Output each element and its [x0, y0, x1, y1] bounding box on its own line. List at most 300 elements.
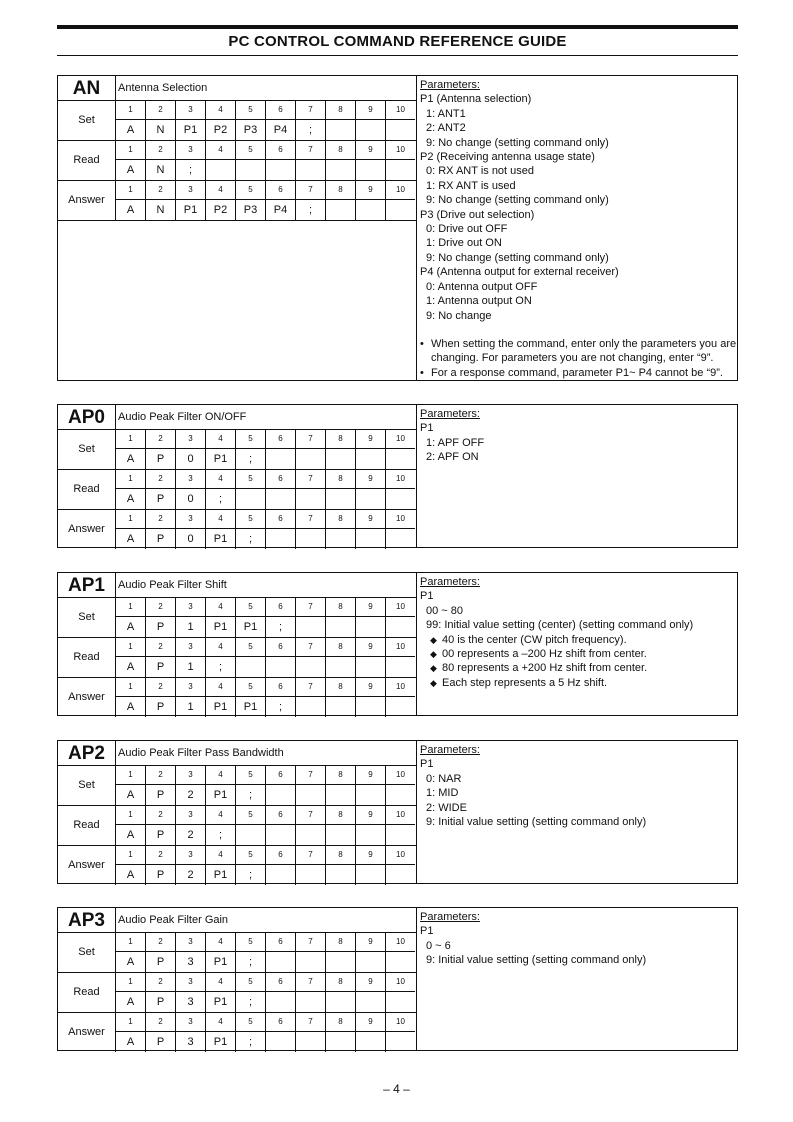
bullet-icon: • — [420, 366, 424, 379]
column-number: 10 — [386, 766, 415, 785]
column-number: 5 — [236, 141, 266, 160]
command-char-cell — [266, 825, 296, 845]
command-char-cell — [386, 865, 415, 885]
command-char-cell — [206, 160, 236, 180]
parameters-heading: Parameters: — [420, 79, 480, 91]
command-block-ap1 — [57, 572, 738, 716]
column-number: 4 — [206, 598, 236, 617]
command-format-table — [58, 405, 416, 549]
command-format-table — [58, 908, 416, 1052]
command-char-cell: P1 — [176, 120, 206, 140]
column-number: 2 — [146, 766, 176, 785]
command-char-cell: 1 — [176, 617, 206, 637]
command-char-cell: ; — [206, 489, 236, 509]
command-char-cell — [356, 160, 386, 180]
column-number: 8 — [326, 973, 356, 992]
column-number: 8 — [326, 470, 356, 489]
column-number: 4 — [206, 181, 236, 200]
column-number: 3 — [176, 806, 206, 825]
command-char-cell — [386, 825, 415, 845]
command-char-cell — [296, 449, 326, 469]
command-name: Audio Peak Filter ON/OFF — [118, 411, 247, 423]
column-number: 3 — [176, 638, 206, 657]
column-number: 8 — [326, 101, 356, 120]
column-number: 10 — [386, 470, 415, 489]
column-number: 6 — [266, 598, 296, 617]
param-line: P1 (Antenna selection) — [420, 93, 532, 106]
command-char-cell: N — [146, 120, 176, 140]
param-line: P4 (Antenna output for external receiver) — [420, 266, 619, 279]
command-char-cell: P1 — [206, 697, 236, 717]
command-char-cell — [386, 449, 415, 469]
column-number: 7 — [296, 638, 326, 657]
command-char-cell — [326, 992, 356, 1012]
command-char-cell: 2 — [176, 785, 206, 805]
column-number: 5 — [236, 181, 266, 200]
column-number: 5 — [236, 430, 266, 449]
param-line: 1: MID — [426, 787, 459, 800]
column-number: 8 — [326, 806, 356, 825]
param-line: 1: ANT1 — [426, 107, 466, 120]
command-char-cell: P4 — [266, 120, 296, 140]
command-char-cell — [386, 1032, 415, 1052]
column-number: 6 — [266, 101, 296, 120]
column-number: 6 — [266, 678, 296, 697]
command-char-cell: P1 — [236, 617, 266, 637]
param-bullet: ◆ Each step represents a 5 Hz shift. — [430, 676, 608, 689]
column-number: 10 — [386, 430, 415, 449]
command-char-cell — [326, 617, 356, 637]
column-number: 10 — [386, 933, 415, 952]
command-char-cell: ; — [206, 825, 236, 845]
column-number: 8 — [326, 766, 356, 785]
command-char-cell: 0 — [176, 489, 206, 509]
row-label-read: Read — [58, 141, 116, 180]
row-label-set: Set — [58, 430, 116, 469]
column-number: 10 — [386, 598, 415, 617]
column-number: 7 — [296, 181, 326, 200]
command-char-cell — [236, 657, 266, 677]
command-char-cell: A — [116, 992, 146, 1012]
param-line: 1: RX ANT is used — [426, 179, 516, 192]
column-number: 4 — [206, 101, 236, 120]
column-number: 6 — [266, 470, 296, 489]
command-char-cell — [356, 617, 386, 637]
column-number: 8 — [326, 638, 356, 657]
param-line: 0: Antenna output OFF — [426, 280, 538, 293]
column-number: 8 — [326, 141, 356, 160]
column-number: 2 — [146, 678, 176, 697]
column-number: 5 — [236, 678, 266, 697]
row-label-set: Set — [58, 933, 116, 972]
command-char-cell — [326, 120, 356, 140]
command-char-cell — [266, 865, 296, 885]
command-char-cell: P — [146, 449, 176, 469]
param-line: 1: Drive out ON — [426, 237, 502, 250]
diamond-bullet-icon: ◆ — [430, 634, 437, 645]
command-char-cell: ; — [176, 160, 206, 180]
param-line: P2 (Receiving antenna usage state) — [420, 151, 595, 164]
command-char-cell: A — [116, 489, 146, 509]
command-char-cell — [266, 657, 296, 677]
column-number: 2 — [146, 1013, 176, 1032]
command-char-cell: A — [116, 1032, 146, 1052]
command-char-cell — [356, 785, 386, 805]
column-number: 7 — [296, 846, 326, 865]
column-number: 9 — [356, 846, 386, 865]
column-number: 3 — [176, 470, 206, 489]
command-char-cell: P1 — [206, 952, 236, 972]
command-char-cell: ; — [266, 617, 296, 637]
column-number: 8 — [326, 678, 356, 697]
parameters-panel — [416, 908, 740, 1050]
command-char-cell — [296, 529, 326, 549]
column-number: 10 — [386, 973, 415, 992]
column-number: 7 — [296, 678, 326, 697]
page-title: PC CONTROL COMMAND REFERENCE GUIDE — [228, 33, 567, 50]
param-line: P1 — [420, 758, 434, 771]
param-line: 0: RX ANT is not used — [426, 165, 535, 178]
command-code: AP1 — [58, 573, 116, 597]
param-bullet: ◆ 00 represents a –200 Hz shift from center. — [430, 648, 647, 661]
column-number: 2 — [146, 101, 176, 120]
column-number: 2 — [146, 470, 176, 489]
command-char-cell: A — [116, 825, 146, 845]
column-number: 7 — [296, 933, 326, 952]
command-char-cell: 1 — [176, 697, 206, 717]
command-char-cell — [356, 1032, 386, 1052]
command-char-cell: A — [116, 785, 146, 805]
command-char-cell — [236, 825, 266, 845]
column-number: 4 — [206, 973, 236, 992]
command-char-cell: P1 — [206, 529, 236, 549]
header-underline — [57, 55, 738, 56]
command-char-cell: A — [116, 865, 146, 885]
command-char-cell — [266, 529, 296, 549]
column-number: 6 — [266, 846, 296, 865]
column-number: 3 — [176, 1013, 206, 1032]
column-number: 9 — [356, 678, 386, 697]
param-line: 9: No change (setting command only) — [426, 194, 609, 207]
column-number: 6 — [266, 638, 296, 657]
command-code: AP3 — [58, 908, 116, 932]
column-number: 9 — [356, 638, 386, 657]
column-number: 1 — [116, 933, 146, 952]
command-char-cell — [296, 785, 326, 805]
column-number: 1 — [116, 101, 146, 120]
param-line: 1: APF OFF — [426, 436, 485, 449]
column-number: 6 — [266, 141, 296, 160]
command-code: AP2 — [58, 741, 116, 765]
column-number: 8 — [326, 510, 356, 529]
column-number: 6 — [266, 933, 296, 952]
command-char-cell — [296, 617, 326, 637]
column-number: 8 — [326, 598, 356, 617]
row-label-set: Set — [58, 101, 116, 140]
command-char-cell: ; — [236, 785, 266, 805]
column-number: 7 — [296, 430, 326, 449]
command-char-cell: P1 — [236, 697, 266, 717]
command-char-cell: 3 — [176, 992, 206, 1012]
param-line: P1 — [420, 422, 434, 435]
command-char-cell: P — [146, 617, 176, 637]
column-number: 10 — [386, 510, 415, 529]
command-char-cell — [296, 657, 326, 677]
command-char-cell — [386, 160, 415, 180]
column-number: 5 — [236, 933, 266, 952]
column-number: 6 — [266, 181, 296, 200]
param-line: 0: NAR — [426, 772, 462, 785]
column-number: 5 — [236, 1013, 266, 1032]
command-char-cell — [326, 865, 356, 885]
column-number: 5 — [236, 101, 266, 120]
parameters-heading: Parameters: — [420, 408, 480, 420]
column-number: 2 — [146, 933, 176, 952]
command-char-cell: ; — [236, 529, 266, 549]
column-number: 3 — [176, 510, 206, 529]
command-format-table — [58, 573, 416, 717]
parameters-heading: Parameters: — [420, 911, 480, 923]
param-line: 9: No change — [426, 309, 492, 322]
column-number: 10 — [386, 638, 415, 657]
param-line: 0: Drive out OFF — [426, 223, 508, 236]
command-char-cell — [266, 449, 296, 469]
command-char-cell — [236, 489, 266, 509]
command-char-cell — [356, 529, 386, 549]
command-char-cell: P — [146, 1032, 176, 1052]
row-label-read: Read — [58, 973, 116, 1012]
column-number: 5 — [236, 806, 266, 825]
param-line: 2: WIDE — [426, 801, 467, 814]
command-char-cell — [296, 160, 326, 180]
command-char-cell — [326, 952, 356, 972]
diamond-bullet-icon: ◆ — [430, 649, 437, 660]
command-char-cell — [386, 617, 415, 637]
command-char-cell — [386, 120, 415, 140]
param-line: P1 — [420, 925, 434, 938]
command-char-cell: P1 — [206, 992, 236, 1012]
column-number: 10 — [386, 678, 415, 697]
command-char-cell — [326, 160, 356, 180]
column-number: 1 — [116, 638, 146, 657]
command-char-cell — [326, 825, 356, 845]
command-char-cell — [386, 785, 415, 805]
command-char-cell: A — [116, 120, 146, 140]
column-number: 4 — [206, 766, 236, 785]
column-number: 8 — [326, 846, 356, 865]
column-number: 8 — [326, 1013, 356, 1032]
column-number: 3 — [176, 101, 206, 120]
column-number: 2 — [146, 973, 176, 992]
note-item: • When setting the command, enter only the parameters you are changing. For parameters you are not changing, enter “9”. — [420, 337, 737, 365]
command-char-cell — [266, 160, 296, 180]
command-char-cell: A — [116, 617, 146, 637]
command-char-cell: 0 — [176, 449, 206, 469]
column-number: 5 — [236, 638, 266, 657]
command-char-cell — [356, 865, 386, 885]
column-number: 4 — [206, 933, 236, 952]
command-char-cell: 1 — [176, 657, 206, 677]
column-number: 1 — [116, 1013, 146, 1032]
column-number: 7 — [296, 973, 326, 992]
command-char-cell — [356, 120, 386, 140]
column-number: 4 — [206, 846, 236, 865]
column-number: 1 — [116, 806, 146, 825]
command-char-cell: 2 — [176, 825, 206, 845]
column-number: 2 — [146, 806, 176, 825]
command-char-cell — [386, 200, 415, 220]
column-number: 7 — [296, 598, 326, 617]
parameters-panel — [416, 76, 740, 380]
command-char-cell — [356, 992, 386, 1012]
command-char-cell: P1 — [206, 617, 236, 637]
command-char-cell: P1 — [206, 449, 236, 469]
command-char-cell — [326, 785, 356, 805]
command-char-cell — [356, 952, 386, 972]
column-number: 7 — [296, 806, 326, 825]
column-number: 5 — [236, 470, 266, 489]
column-number: 2 — [146, 430, 176, 449]
column-number: 1 — [116, 141, 146, 160]
column-number: 6 — [266, 766, 296, 785]
param-line: 0 ~ 6 — [426, 939, 451, 952]
command-char-cell — [326, 1032, 356, 1052]
command-char-cell: P1 — [176, 200, 206, 220]
command-char-cell — [356, 825, 386, 845]
column-number: 4 — [206, 638, 236, 657]
command-char-cell — [236, 160, 266, 180]
column-number: 9 — [356, 973, 386, 992]
command-char-cell: P — [146, 785, 176, 805]
column-number: 2 — [146, 141, 176, 160]
command-char-cell — [296, 992, 326, 1012]
column-number: 1 — [116, 510, 146, 529]
command-char-cell — [296, 825, 326, 845]
column-number: 4 — [206, 510, 236, 529]
row-label-read: Read — [58, 806, 116, 845]
column-number: 9 — [356, 510, 386, 529]
parameters-panel — [416, 573, 740, 715]
column-number: 9 — [356, 806, 386, 825]
column-number: 7 — [296, 470, 326, 489]
command-char-cell: ; — [236, 449, 266, 469]
command-char-cell: ; — [236, 992, 266, 1012]
column-number: 4 — [206, 141, 236, 160]
column-number: 8 — [326, 430, 356, 449]
command-char-cell — [356, 200, 386, 220]
command-char-cell — [266, 489, 296, 509]
diamond-bullet-icon: ◆ — [430, 663, 437, 674]
column-number: 10 — [386, 101, 415, 120]
row-label-answer: Answer — [58, 510, 116, 549]
column-number: 7 — [296, 766, 326, 785]
page-number: – 4 – — [383, 1082, 410, 1096]
row-label-read: Read — [58, 470, 116, 509]
command-char-cell — [266, 952, 296, 972]
param-line: P1 — [420, 590, 434, 603]
command-char-cell — [386, 992, 415, 1012]
column-number: 3 — [176, 678, 206, 697]
row-label-read: Read — [58, 638, 116, 677]
command-char-cell: ; — [296, 200, 326, 220]
column-number: 9 — [356, 430, 386, 449]
column-number: 10 — [386, 181, 415, 200]
row-label-answer: Answer — [58, 1013, 116, 1052]
command-char-cell — [326, 529, 356, 549]
command-format-table — [58, 76, 416, 221]
command-char-cell: N — [146, 160, 176, 180]
column-number: 1 — [116, 470, 146, 489]
command-char-cell: P2 — [206, 120, 236, 140]
command-block-ap2 — [57, 740, 738, 884]
column-number: 2 — [146, 181, 176, 200]
column-number: 3 — [176, 973, 206, 992]
command-char-cell: ; — [296, 120, 326, 140]
column-number: 6 — [266, 806, 296, 825]
column-number: 3 — [176, 933, 206, 952]
column-number: 9 — [356, 141, 386, 160]
param-line: 9: No change (setting command only) — [426, 251, 609, 264]
command-char-cell: P3 — [236, 200, 266, 220]
command-char-cell: 0 — [176, 529, 206, 549]
parameters-panel — [416, 741, 740, 883]
parameters-heading: Parameters: — [420, 744, 480, 756]
command-char-cell: P — [146, 865, 176, 885]
column-number: 3 — [176, 598, 206, 617]
command-char-cell: ; — [236, 1032, 266, 1052]
command-char-cell — [386, 952, 415, 972]
command-char-cell — [356, 489, 386, 509]
command-char-cell: P — [146, 529, 176, 549]
command-char-cell: A — [116, 160, 146, 180]
column-number: 5 — [236, 766, 266, 785]
param-line: P3 (Drive out selection) — [420, 208, 535, 221]
command-char-cell — [326, 697, 356, 717]
command-char-cell: A — [116, 697, 146, 717]
command-char-cell: 3 — [176, 1032, 206, 1052]
command-char-cell: ; — [206, 657, 236, 677]
column-number: 4 — [206, 470, 236, 489]
command-name: Audio Peak Filter Pass Bandwidth — [118, 747, 284, 759]
command-char-cell — [296, 697, 326, 717]
column-number: 10 — [386, 1013, 415, 1032]
column-number: 4 — [206, 430, 236, 449]
column-number: 10 — [386, 806, 415, 825]
column-number: 10 — [386, 846, 415, 865]
column-number: 7 — [296, 1013, 326, 1032]
command-char-cell: ; — [236, 865, 266, 885]
command-char-cell — [296, 952, 326, 972]
command-char-cell: 3 — [176, 952, 206, 972]
column-number: 3 — [176, 766, 206, 785]
command-char-cell — [326, 200, 356, 220]
column-number: 9 — [356, 470, 386, 489]
column-number: 9 — [356, 933, 386, 952]
column-number: 2 — [146, 846, 176, 865]
command-char-cell: N — [146, 200, 176, 220]
diamond-bullet-icon: ◆ — [430, 677, 437, 688]
command-char-cell — [386, 697, 415, 717]
parameters-panel — [416, 405, 740, 547]
command-char-cell: A — [116, 529, 146, 549]
command-name: Audio Peak Filter Gain — [118, 914, 229, 926]
column-number: 2 — [146, 638, 176, 657]
column-number: 6 — [266, 973, 296, 992]
bullet-icon: • — [420, 337, 424, 350]
command-char-cell: A — [116, 657, 146, 677]
column-number: 5 — [236, 846, 266, 865]
column-number: 3 — [176, 181, 206, 200]
